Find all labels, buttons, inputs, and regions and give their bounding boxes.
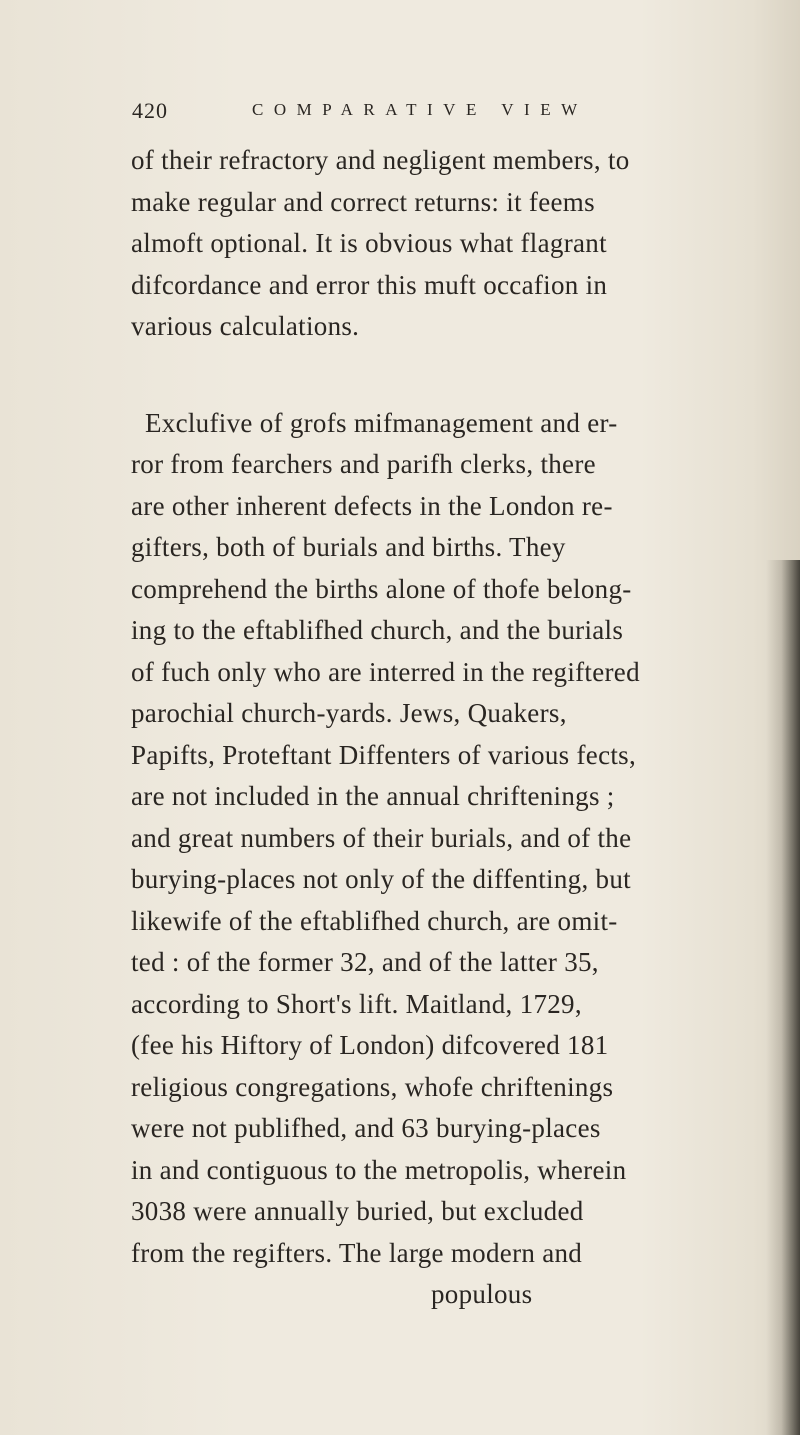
text-line: various calculations. <box>131 311 360 341</box>
text-line: were not publifhed, and 63 burying-places <box>131 1113 601 1143</box>
catchword: populous <box>431 1279 533 1309</box>
text-line: difcordance and error this muft occafion in <box>131 269 608 300</box>
text-line: of their refractory and negligent members, to <box>131 145 630 175</box>
text-line: ror from fearchers and parifh clerks, there <box>131 449 596 479</box>
paragraph-2 <box>131 403 796 1275</box>
text-line: gifters, both of burials and births. They <box>131 532 566 562</box>
text-line: make regular and correct returns: it feems <box>131 186 595 217</box>
text-line: 3038 were annually buried, but excluded <box>131 1196 584 1226</box>
text-line: of fuch only who are interred in the regiftered <box>131 656 640 687</box>
text-line: ted : of the former 32, and of the latter 35, <box>131 947 599 977</box>
body-text <box>131 140 796 1316</box>
paragraph-1 <box>131 140 796 348</box>
text-line: ing to the eftablifhed church, and the burials <box>131 615 624 645</box>
text-line: in and contiguous to the metropolis, wherein <box>131 1154 627 1185</box>
page-header <box>132 98 712 134</box>
paragraph-gap <box>131 348 796 403</box>
text-line: Papifts, Proteftant Diffenters of various fects, <box>131 739 637 770</box>
text-line: are not included in the annual chriftenings ; <box>131 781 615 811</box>
text-line: from the regifters. The large modern and <box>131 1237 583 1268</box>
text-line: religious congregations, whofe chriftenings <box>131 1071 614 1102</box>
text-line: parochial church-yards. Jews, Quakers, <box>131 698 567 728</box>
text-line: are other inherent defects in the London re- <box>131 490 613 521</box>
text-line: likewife of the eftablifhed church, are omit- <box>131 905 618 936</box>
text-line: comprehend the births alone of thofe belong- <box>131 573 632 604</box>
text-line: (fee his Hiftory of London) difcovered 181 <box>131 1030 609 1060</box>
page-number: 420 <box>132 98 168 123</box>
text-line: Exclufive of grofs mifmanagement and er- <box>145 407 618 438</box>
text-line: according to Short's lift. Maitland, 1729, <box>131 988 582 1019</box>
text-line: burying-places not only of the diffenting, but <box>131 864 631 894</box>
text-line: almoft optional. It is obvious what flagrant <box>131 228 607 258</box>
text-line: and great numbers of their burials, and of the <box>131 822 632 853</box>
running-head: COMPARATIVE VIEW <box>252 100 588 119</box>
